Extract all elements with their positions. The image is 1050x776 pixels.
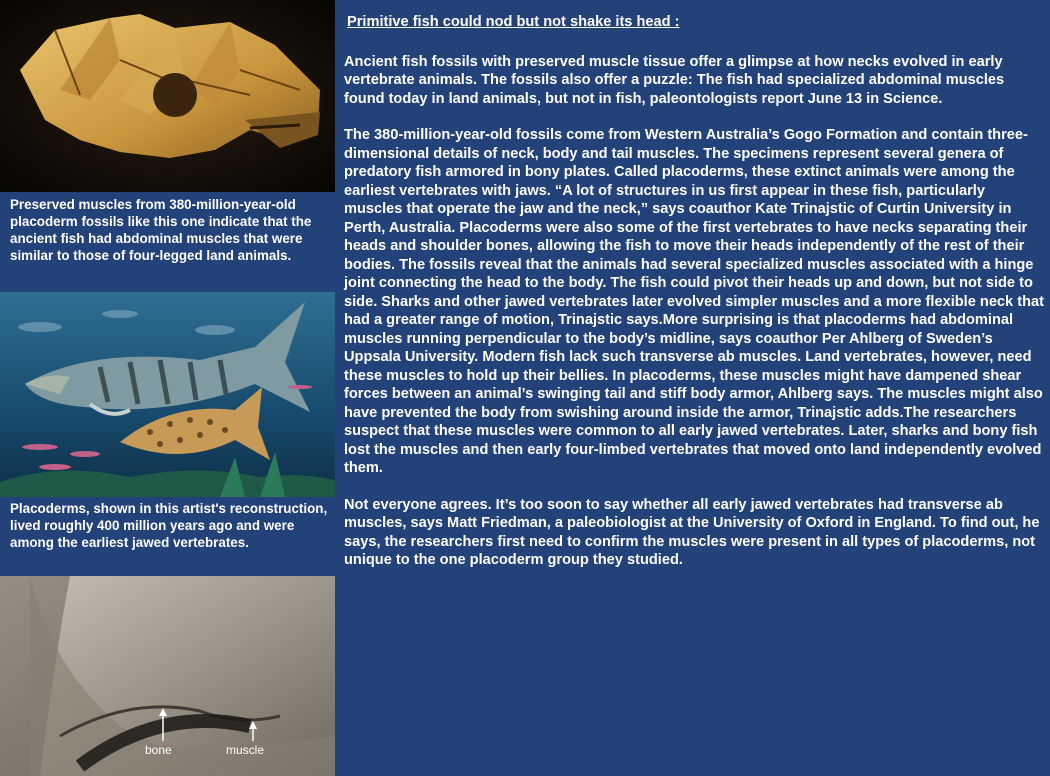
fossil-skull-image: [0, 0, 335, 192]
label-muscle: muscle: [226, 743, 265, 757]
caption-fossil-muscles: Preserved muscles from 380-million-year-old placoderm fossils like this one indicate that the ancient fish had abdominal muscles that were similar to those of four-legged land animals.: [10, 197, 312, 263]
article-paragraph-1: Ancient fish fossils with preserved muscle tissue offer a glimpse at how necks evolved in early vertebrate animals. The fossils also offer a puzzle: The fish had specialized abdominal muscles found today in land animals, but not in fish, paleontologists report June 13 in Science.: [344, 53, 1005, 107]
caption-artist-reconstruction: Placoderms, shown in this artist's reconstruction, lived roughly 400 million years ago and were among the earliest jawed vertebrates.: [10, 501, 328, 550]
article-body: [344, 13, 1044, 588]
fossil-slab-image: [0, 576, 335, 776]
article-heading: Primitive fish could nod but not shake its head :: [347, 14, 680, 30]
label-bone: bone: [145, 743, 172, 757]
article-paragraph-2: The 380-million-year-old fossils come from Western Australia’s Gogo Formation and contain three-dimensional details of neck, body and tail muscles. The specimens represent several genera of predatory fish armored in bony plates. Called placoderms, these extinct animals were among the earliest vertebrates with jaws. “A lot of structures in us first appear in these fish, particularly muscles that operate the jaw and the neck,” says coauthor Kate Trinajstic of Curtin University in Perth, Australia. Placoderms were also some of the first vertebrates to have necks separating their heads and shoulder bones, allowing the fish to move their heads independently of the rest of their bodies. The fossils reveal that the animals had several specialized muscles associated with a hinge joint connecting the head to the body. The fish could pivot their heads up and down, but not side to side. Sharks and other jawed vertebrates later evolved simpler muscles and a more flexible neck that had a greater range of motion, Trinajstic says.More surprising is that placoderms had abdominal muscles running perpendicular to the body’s midline, says coauthor Per Ahlberg of Sweden’s Uppsala University. Modern fish lack such transverse ab muscles. Land vertebrates, however, need these muscles to hold up their bellies. In placoderms, these muscles might have dampened shear forces between an animal’s swinging tail and stiff body armor, Ahlberg says. The muscles might also have prevented the body from swishing around inside the armor, Trinajstic adds.The researchers suspect that these muscles were common to all early jawed vertebrates. Later, sharks and bony fish lost the muscles and then early four-limbed vertebrates that moved onto land independently evolved them.: [344, 127, 1044, 476]
left-column: [0, 0, 335, 776]
article-paragraph-3: Not everyone agrees. It’s too soon to say whether all early jawed vertebrates had transverse ab muscles, says Matt Friedman, a paleobiologist at the University of Oxford in England. To find out, he says, the researchers first need to confirm the muscles were present in all types of placoderms, not unique to the one placoderm group they studied.: [344, 496, 1040, 568]
placoderm-reconstruction-image: [0, 292, 335, 497]
